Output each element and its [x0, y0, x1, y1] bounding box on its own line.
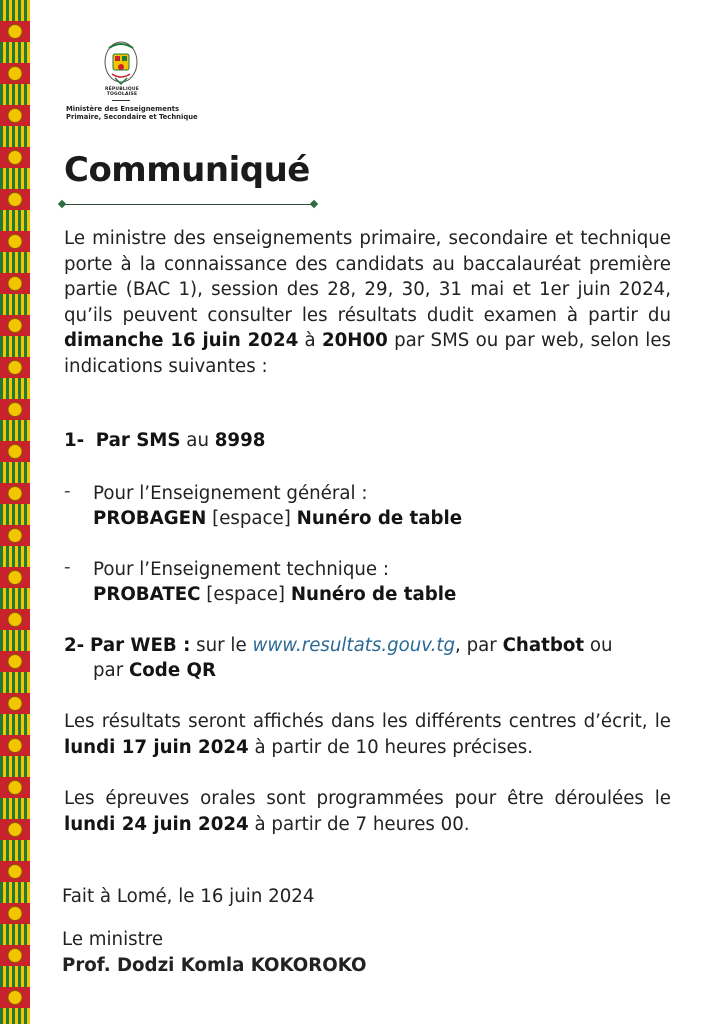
results-date: lundi 17 juin 2024: [64, 736, 249, 758]
border-stripe: [0, 798, 3, 819]
border-stripe: [0, 714, 3, 735]
border-stripe: [12, 546, 15, 567]
border-stripe: [18, 672, 21, 693]
border-medallion: [8, 571, 22, 585]
border-stripe: [12, 882, 15, 903]
border-stripe: [18, 1008, 21, 1024]
border-stripe: [12, 714, 15, 735]
decorative-border: [0, 0, 30, 1024]
border-stripe: [0, 84, 3, 105]
sms-short-code: 8998: [214, 430, 266, 451]
border-stripe: [12, 588, 15, 609]
technique-dash: -: [64, 557, 71, 578]
technique-space: [espace]: [200, 584, 291, 605]
general-label: Pour l’Enseignement général :: [93, 483, 368, 504]
border-stripe: [0, 672, 3, 693]
coat-of-arms-icon: [101, 40, 141, 94]
general-command: [93, 506, 462, 532]
border-stripe: [12, 966, 15, 987]
border-stripe: [6, 84, 9, 105]
border-medallion: [8, 319, 22, 333]
ministry-name: [66, 105, 198, 121]
web-number: 2-: [64, 635, 85, 656]
border-stripe: [24, 462, 27, 483]
border-stripe: [24, 252, 27, 273]
border-medallion: [8, 487, 22, 501]
border-stripe: [6, 504, 9, 525]
border-stripe: [0, 756, 3, 777]
border-stripe: [0, 966, 3, 987]
ministry-line-2: Primaire, Secondaire et Technique: [66, 113, 198, 121]
border-medallion: [8, 529, 22, 543]
border-stripe: [0, 462, 3, 483]
border-stripe: [12, 420, 15, 441]
border-stripe: [12, 630, 15, 651]
border-stripe: [18, 504, 21, 525]
intro-paragraph: [64, 226, 671, 379]
border-stripe: [24, 882, 27, 903]
border-stripe: [24, 42, 27, 63]
border-stripe: [6, 672, 9, 693]
border-medallion: [8, 613, 22, 627]
border-stripe: [6, 798, 9, 819]
border-stripe: [6, 210, 9, 231]
republic-label: RÉPUBLIQUE TOGOLAISE: [104, 87, 140, 97]
border-stripe: [24, 336, 27, 357]
page-title: Communiqué: [64, 150, 310, 190]
border-stripe: [0, 882, 3, 903]
border-stripe: [12, 462, 15, 483]
border-stripe: [0, 252, 3, 273]
web-heading: [64, 633, 612, 659]
border-medallion: [8, 949, 22, 963]
border-medallion: [8, 697, 22, 711]
border-stripe: [18, 924, 21, 945]
orals-paragraph: [64, 786, 671, 837]
border-stripe: [0, 126, 3, 147]
general-code: PROBAGEN: [93, 508, 207, 529]
border-stripe: [12, 672, 15, 693]
border-stripe: [6, 588, 9, 609]
border-stripe: [6, 546, 9, 567]
border-medallion: [8, 865, 22, 879]
sms-heading: [64, 428, 265, 454]
border-medallion: [8, 655, 22, 669]
border-stripe: [12, 210, 15, 231]
border-stripe: [0, 504, 3, 525]
intro-text-before: Le ministre des enseignements primaire, secondaire et technique porte à la connaissance des candidats au baccalauréat première partie (BAC 1), session des 28, 29, 30, 31 mai et 1er juin 2024, qu’ils peuvent consulter les résultats dudit examen à partir du: [64, 228, 671, 326]
border-stripe: [24, 588, 27, 609]
border-stripe: [18, 252, 21, 273]
border-stripe: [6, 1008, 9, 1024]
border-stripe: [18, 378, 21, 399]
border-stripe: [18, 630, 21, 651]
web-text-3: ou: [584, 635, 613, 656]
web-text-1: sur le: [190, 635, 253, 656]
technique-code: PROBATEC: [93, 584, 201, 605]
border-stripe: [24, 84, 27, 105]
border-stripe: [12, 1008, 15, 1024]
results-text-before: Les résultats seront affichés dans les différents centres d’écrit, le: [64, 711, 671, 732]
border-medallion: [8, 109, 22, 123]
sms-label: Par SMS: [95, 430, 181, 451]
border-medallion: [8, 277, 22, 291]
border-stripe: [6, 0, 9, 21]
border-stripe: [18, 546, 21, 567]
technique-command: [93, 582, 456, 608]
border-medallion: [8, 25, 22, 39]
results-paragraph: [64, 709, 671, 760]
border-stripe: [18, 966, 21, 987]
border-stripe: [18, 42, 21, 63]
general-space: [espace]: [206, 508, 297, 529]
border-stripe: [12, 84, 15, 105]
web-text-4: par: [93, 660, 129, 681]
border-stripe: [12, 798, 15, 819]
border-stripe: [24, 294, 27, 315]
border-stripe: [12, 504, 15, 525]
border-stripe: [24, 840, 27, 861]
general-table: Nunéro de table: [296, 508, 463, 529]
border-stripe: [6, 126, 9, 147]
technique-table: Nunéro de table: [290, 584, 457, 605]
border-stripe: [6, 378, 9, 399]
border-stripe: [12, 756, 15, 777]
chatbot-label: Chatbot: [502, 635, 585, 656]
border-stripe: [0, 630, 3, 651]
border-stripe: [24, 210, 27, 231]
border-stripe: [6, 840, 9, 861]
signatory-role: Le ministre: [62, 929, 164, 950]
border-medallion: [8, 781, 22, 795]
qr-label: Code QR: [128, 660, 216, 681]
border-stripe: [24, 168, 27, 189]
border-stripe: [0, 336, 3, 357]
orals-text-before: Les épreuves orales sont programmées pour être déroulées le: [64, 788, 671, 809]
border-stripe: [24, 630, 27, 651]
border-medallion: [8, 151, 22, 165]
border-stripe: [0, 42, 3, 63]
border-stripe: [12, 378, 15, 399]
border-stripe: [0, 588, 3, 609]
border-stripe: [18, 168, 21, 189]
border-stripe: [24, 378, 27, 399]
border-stripe: [18, 756, 21, 777]
web-line-2: [93, 658, 216, 684]
border-stripe: [12, 924, 15, 945]
border-stripe: [24, 1008, 27, 1024]
border-stripe: [6, 168, 9, 189]
border-stripe: [24, 924, 27, 945]
border-medallion: [8, 361, 22, 375]
intro-text-after: par SMS ou par web, selon les indications suivantes :: [64, 330, 671, 377]
place-date: Fait à Lomé, le 16 juin 2024: [62, 886, 315, 907]
border-stripe: [6, 630, 9, 651]
border-stripe: [12, 168, 15, 189]
results-text-after: à partir de 10 heures précises.: [248, 736, 533, 758]
border-medallion: [8, 991, 22, 1005]
border-stripe: [18, 840, 21, 861]
title-divider: [62, 204, 314, 205]
border-stripe: [12, 42, 15, 63]
border-stripe: [18, 0, 21, 21]
border-stripe: [12, 294, 15, 315]
border-medallion: [8, 445, 22, 459]
border-stripe: [0, 378, 3, 399]
border-stripe: [0, 420, 3, 441]
border-stripe: [24, 714, 27, 735]
border-stripe: [0, 546, 3, 567]
intro-date: dimanche 16 juin 2024: [64, 330, 299, 351]
border-stripe: [18, 126, 21, 147]
border-stripe: [6, 42, 9, 63]
border-stripe: [24, 504, 27, 525]
border-stripe: [24, 966, 27, 987]
border-stripe: [12, 336, 15, 357]
border-stripe: [18, 714, 21, 735]
border-stripe: [6, 420, 9, 441]
results-link[interactable]: www.resultats.gouv.tg: [252, 635, 456, 656]
border-stripe: [6, 924, 9, 945]
border-medallion: [8, 907, 22, 921]
border-medallion: [8, 403, 22, 417]
border-stripe: [12, 126, 15, 147]
border-stripe: [0, 294, 3, 315]
signatory-name: Prof. Dodzi Komla KOKOROKO: [62, 955, 367, 976]
border-stripe: [6, 294, 9, 315]
border-stripe: [6, 882, 9, 903]
orals-text-after: à partir de 7 heures 00.: [248, 813, 470, 835]
border-stripe: [24, 0, 27, 21]
border-stripe: [0, 0, 3, 21]
border-stripe: [0, 840, 3, 861]
border-stripe: [18, 420, 21, 441]
border-stripe: [0, 924, 3, 945]
crest-divider: [112, 100, 130, 101]
border-medallion: [8, 67, 22, 81]
ministry-line-1: Ministère des Enseignements: [66, 105, 179, 113]
border-stripe: [18, 210, 21, 231]
border-stripe: [6, 462, 9, 483]
border-stripe: [24, 126, 27, 147]
border-stripe: [18, 798, 21, 819]
border-stripe: [18, 588, 21, 609]
border-stripe: [6, 336, 9, 357]
border-stripe: [24, 546, 27, 567]
border-stripe: [18, 882, 21, 903]
web-label: Par WEB :: [90, 635, 191, 656]
sms-number: 1-: [64, 430, 85, 451]
intro-text-mid: à: [298, 330, 322, 351]
border-stripe: [0, 1008, 3, 1024]
border-stripe: [0, 168, 3, 189]
intro-time: 20H00: [321, 330, 388, 351]
border-stripe: [18, 336, 21, 357]
border-stripe: [24, 756, 27, 777]
border-stripe: [6, 756, 9, 777]
sms-connector: au: [180, 430, 215, 451]
technique-label: Pour l’Enseignement technique :: [93, 559, 390, 580]
border-medallion: [8, 235, 22, 249]
border-stripe: [12, 0, 15, 21]
border-stripe: [6, 966, 9, 987]
border-stripe: [18, 294, 21, 315]
border-stripe: [6, 714, 9, 735]
border-stripe: [12, 252, 15, 273]
general-dash: -: [64, 481, 71, 502]
border-stripe: [24, 420, 27, 441]
border-stripe: [12, 840, 15, 861]
border-stripe: [0, 210, 3, 231]
border-stripe: [24, 672, 27, 693]
border-stripe: [18, 84, 21, 105]
border-stripe: [18, 462, 21, 483]
border-stripe: [6, 252, 9, 273]
orals-date: lundi 24 juin 2024: [64, 813, 249, 835]
web-text-2: , par: [455, 635, 503, 656]
border-stripe: [24, 798, 27, 819]
border-medallion: [8, 193, 22, 207]
border-medallion: [8, 739, 22, 753]
border-medallion: [8, 823, 22, 837]
